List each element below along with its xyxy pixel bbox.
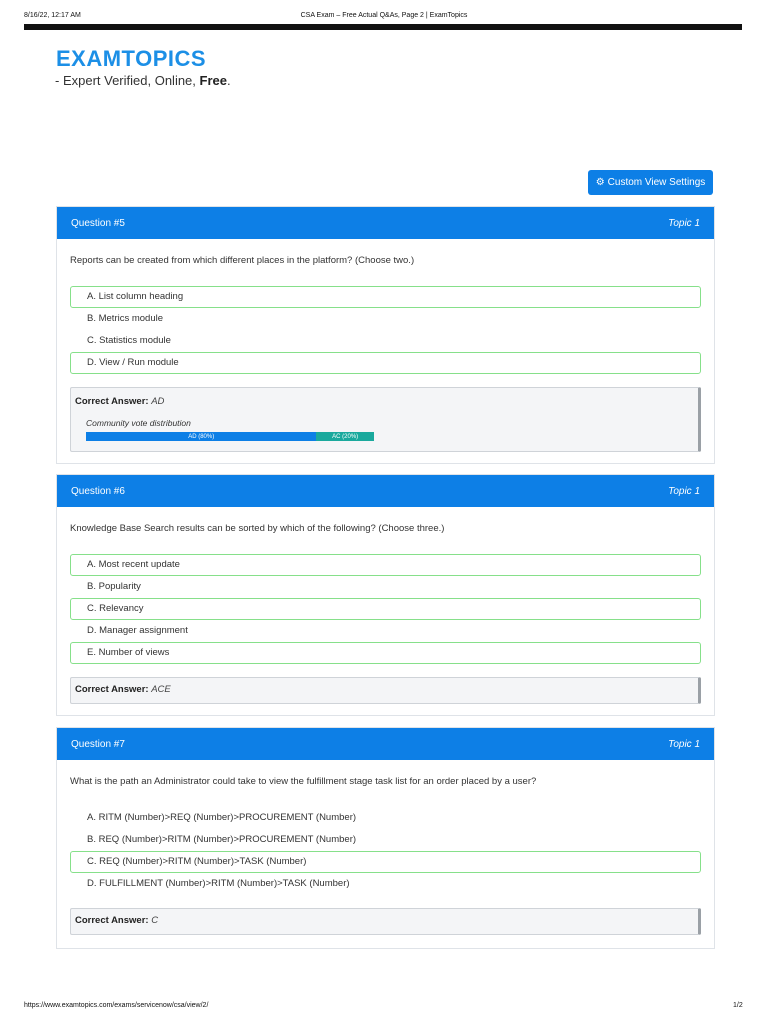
question-header (57, 207, 714, 239)
question-text: What is the path an Administrator could take to view the fulfillment stage task list for an order placed by a user? (70, 776, 537, 787)
vote-segment: AC (20%) (316, 432, 374, 441)
tagline-suffix: . (226, 73, 231, 88)
correct-answer-label: Correct Answer: (75, 396, 149, 407)
answer-option[interactable]: A. List column heading (70, 286, 701, 308)
answer-option[interactable]: B. Popularity (87, 581, 141, 592)
print-header (0, 10, 768, 22)
correct-answer (75, 684, 171, 695)
print-title: CSA Exam – Free Actual Q&As, Page 2 | ExamTopics (300, 12, 468, 19)
correct-answer-value: AD (151, 396, 165, 407)
answer-option[interactable]: B. REQ (Number)>RITM (Number)>PROCUREMENT (Number) (87, 834, 357, 845)
answer-option[interactable]: D. Manager assignment (87, 625, 188, 636)
tagline-bold: Free (199, 73, 227, 88)
correct-answer-value: ACE (151, 684, 171, 695)
question-header (57, 728, 714, 760)
answer-option[interactable]: B. Metrics module (87, 313, 164, 324)
question-text: Knowledge Base Search results can be sorted by which of the following? (Choose three.) (70, 523, 445, 534)
print-url[interactable]: https://www.examtopics.com/exams/servicenow/csa/view/2/ (24, 1002, 209, 1009)
question-header (57, 475, 714, 507)
answer-option[interactable]: C. Relevancy (70, 598, 701, 620)
answer-option[interactable]: C. Statistics module (87, 335, 171, 346)
examtopics-logo[interactable]: EXAMTOPICS (56, 46, 207, 71)
question-number: Question #6 (71, 485, 125, 497)
community-vote-label: Community vote distribution (86, 418, 191, 428)
correct-answer-box (70, 908, 701, 935)
tagline-prefix: - Expert Verified, Online, (55, 73, 200, 88)
question-topic: Topic 1 (668, 738, 700, 750)
correct-answer-label: Correct Answer: (75, 684, 149, 695)
question-number: Question #7 (71, 738, 125, 750)
custom-view-settings-button[interactable] (588, 170, 713, 195)
question-card-6 (56, 474, 715, 716)
vote-segment: AD (80%) (86, 432, 316, 441)
answer-option[interactable]: A. RITM (Number)>REQ (Number)>PROCUREMENT (Number) (87, 812, 357, 823)
correct-answer (75, 396, 164, 407)
question-text: Reports can be created from which different places in the platform? (Choose two.) (70, 255, 415, 266)
question-topic: Topic 1 (668, 485, 700, 497)
correct-answer-value: C (151, 915, 159, 926)
tagline (55, 73, 231, 88)
correct-answer-label: Correct Answer: (75, 915, 149, 926)
question-number: Question #5 (71, 217, 125, 229)
correct-answer-box (70, 387, 701, 452)
top-bar (24, 24, 742, 30)
print-date: 8/16/22, 12:17 AM (24, 12, 81, 19)
answer-option[interactable]: D. View / Run module (70, 352, 701, 374)
answer-option[interactable]: E. Number of views (70, 642, 701, 664)
community-vote-bar (86, 432, 374, 441)
correct-answer (75, 915, 158, 926)
question-topic: Topic 1 (668, 217, 700, 229)
answer-option[interactable]: C. REQ (Number)>RITM (Number)>TASK (Number) (70, 851, 701, 873)
question-card-7 (56, 727, 715, 949)
custom-view-settings-label: Custom View Settings (607, 177, 706, 188)
question-card-5 (56, 206, 715, 464)
correct-answer-box (70, 677, 701, 704)
gear-icon: ⚙ (595, 177, 605, 188)
answer-option[interactable]: A. Most recent update (70, 554, 701, 576)
page-number: 1/2 (733, 1002, 743, 1009)
answer-option[interactable]: D. FULFILLMENT (Number)>RITM (Number)>TASK (Number) (87, 878, 350, 889)
